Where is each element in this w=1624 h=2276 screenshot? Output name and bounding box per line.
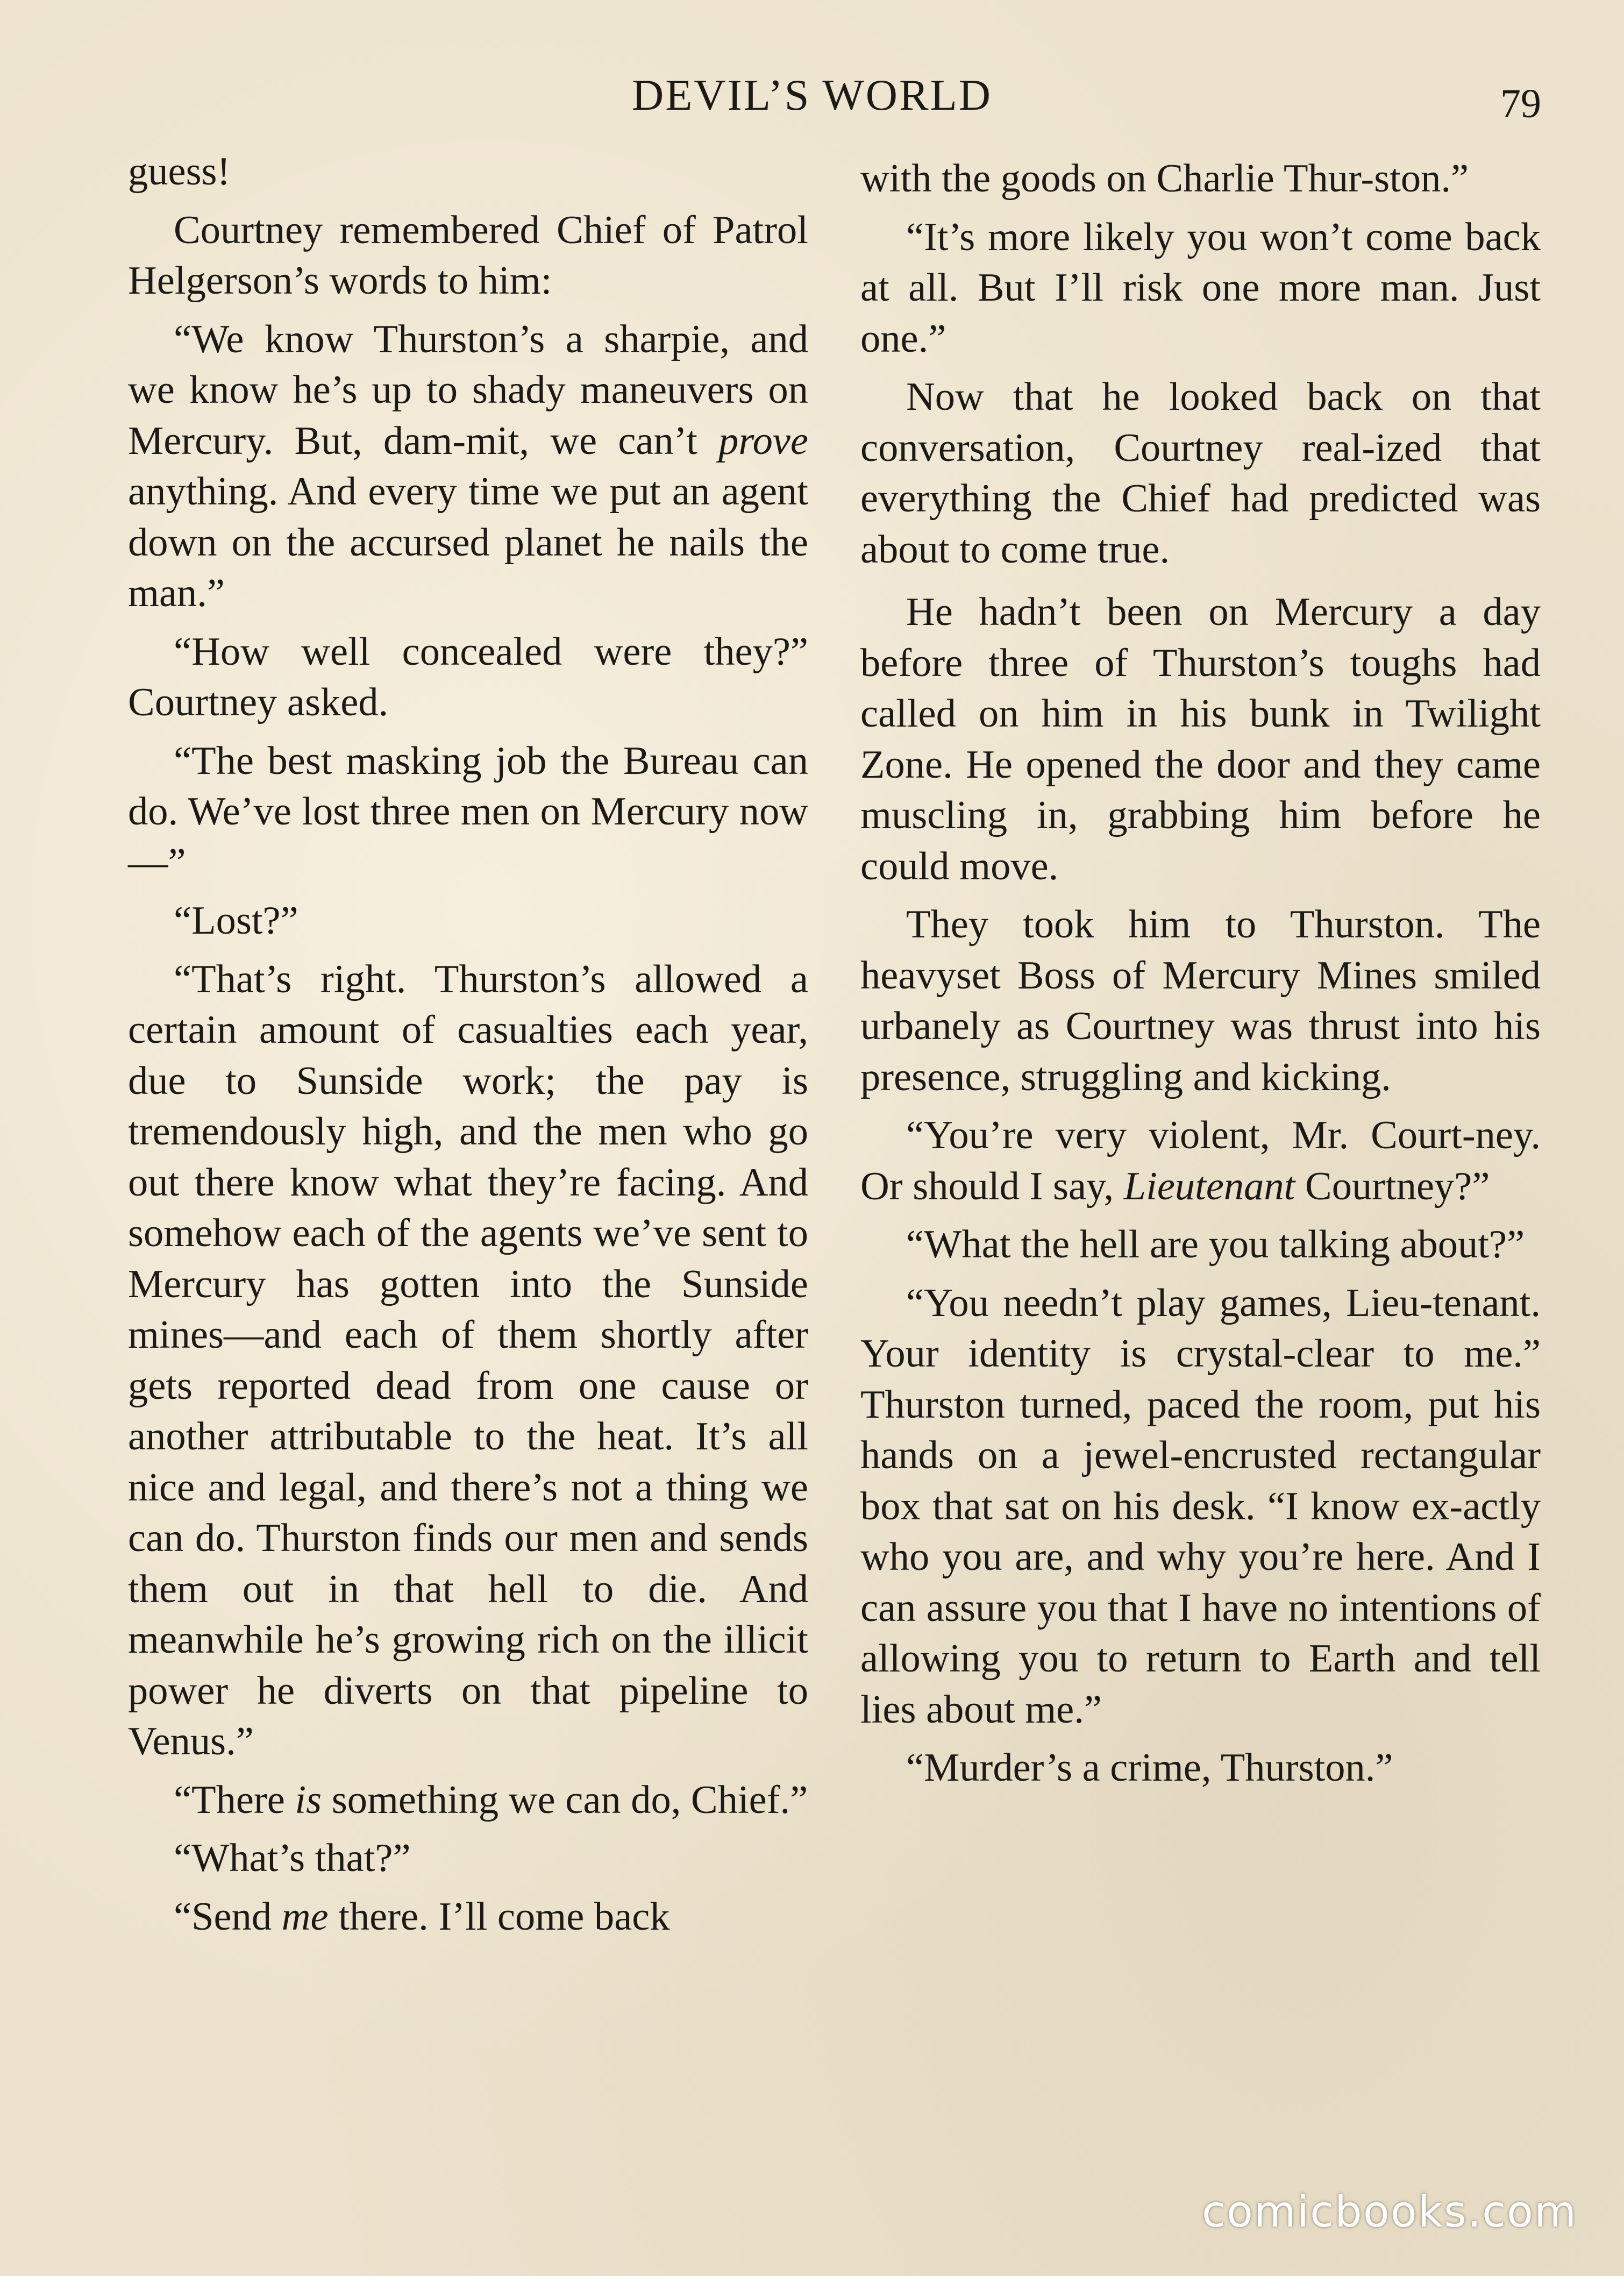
- paragraph: “Murder’s a crime, Thurston.”: [906, 1746, 1393, 1790]
- paragraph: “What’s that?”: [174, 1836, 411, 1880]
- running-head: DEVIL’S WORLD: [632, 70, 992, 119]
- paragraph: “You needn’t play games, Lieu-tenant. Your identity is crystal-clear to me.” Thurston turned, paced the room, put his hands on a jewel-encrusted rectangular box that sat on his desk. “I know ex-actly who you are, and why you’re here. And I can assure you that I have no intentions of allowing you to return to Earth and tell lies about me.”: [860, 1281, 1541, 1732]
- text-run: there. I’ll come back: [328, 1894, 670, 1939]
- paragraph: They took him to Thurston. The heavyset Boss of Mercury Mines smiled urbanely as Courtney was thrust into his presence, struggling and kicking.: [860, 902, 1541, 1099]
- text-run: Courtney?”: [1295, 1164, 1490, 1208]
- text-run: “There: [174, 1777, 295, 1822]
- italic-run: Lieutenant: [1123, 1164, 1295, 1208]
- text-run: anything. And every time we put an agent down on the accursed planet he nails the man.”: [128, 470, 808, 615]
- italic-run: prove: [718, 418, 808, 463]
- paragraph: Courtney remembered Chief of Patrol Helgerson’s words to him:: [128, 208, 808, 303]
- watermark: comicbooks.com: [1202, 2187, 1578, 2237]
- page-number: 79: [1500, 81, 1541, 126]
- left-column: [128, 146, 808, 1950]
- paragraph: [128, 1775, 808, 1826]
- paragraph: “The best masking job the Bureau can do. We’ve lost three men on Mercury now—”: [128, 738, 808, 885]
- paragraph: Now that he looked back on that conversation, Courtney real-ized that everything the Chief had predicted was about to come true.: [860, 375, 1541, 572]
- paragraph: He hadn’t been on Mercury a day before three of Thurston’s toughs had called on him in his bunk in Twilight Zone. He opened the door and they came muscling in, grabbing him before he could move.: [860, 590, 1541, 888]
- paragraph: with the goods on Charlie Thur-ston.”: [860, 157, 1469, 201]
- text-run: “We know Thurston’s a sharpie, and we know he’s up to shady maneuvers on Mercury. But, dam-mit, we can’t: [128, 317, 808, 463]
- paragraph: guess!: [128, 150, 231, 194]
- italic-run: me: [281, 1894, 329, 1939]
- right-column: [860, 153, 1541, 1801]
- text-run: something we can do, Chief.”: [322, 1777, 808, 1822]
- paragraph: “That’s right. Thurston’s allowed a certain amount of casualties each year, due to Sunside work; the pay is tremendously high, and the men who go out there know what they’re facing. And somehow each of the agents we’ve sent to Mercury has gotten into the Sunside mines—and each of them shortly after gets reported dead from one cause or another attributable to the heat. It’s all nice and legal, and there’s not a thing we can do. Thurston finds our men and sends them out in that hell to die. And meanwhile he’s growing rich on the illicit power he diverts on that pipeline to Venus.”: [128, 957, 808, 1763]
- italic-run: is: [295, 1777, 322, 1822]
- paragraph: “How well concealed were they?” Courtney asked.: [128, 629, 808, 724]
- paragraph: [128, 1891, 808, 1943]
- paragraph: “What the hell are you talking about?”: [906, 1222, 1525, 1267]
- text-run: “You’re very violent, Mr. Court-ney. Or should I say,: [860, 1113, 1541, 1208]
- paragraph: [860, 1110, 1541, 1212]
- paragraph: [128, 314, 808, 619]
- text-run: “Send: [174, 1894, 282, 1939]
- paragraph: “Lost?”: [174, 899, 298, 943]
- paragraph: “It’s more likely you won’t come back at all. But I’ll risk one more man. Just one.”: [860, 215, 1541, 361]
